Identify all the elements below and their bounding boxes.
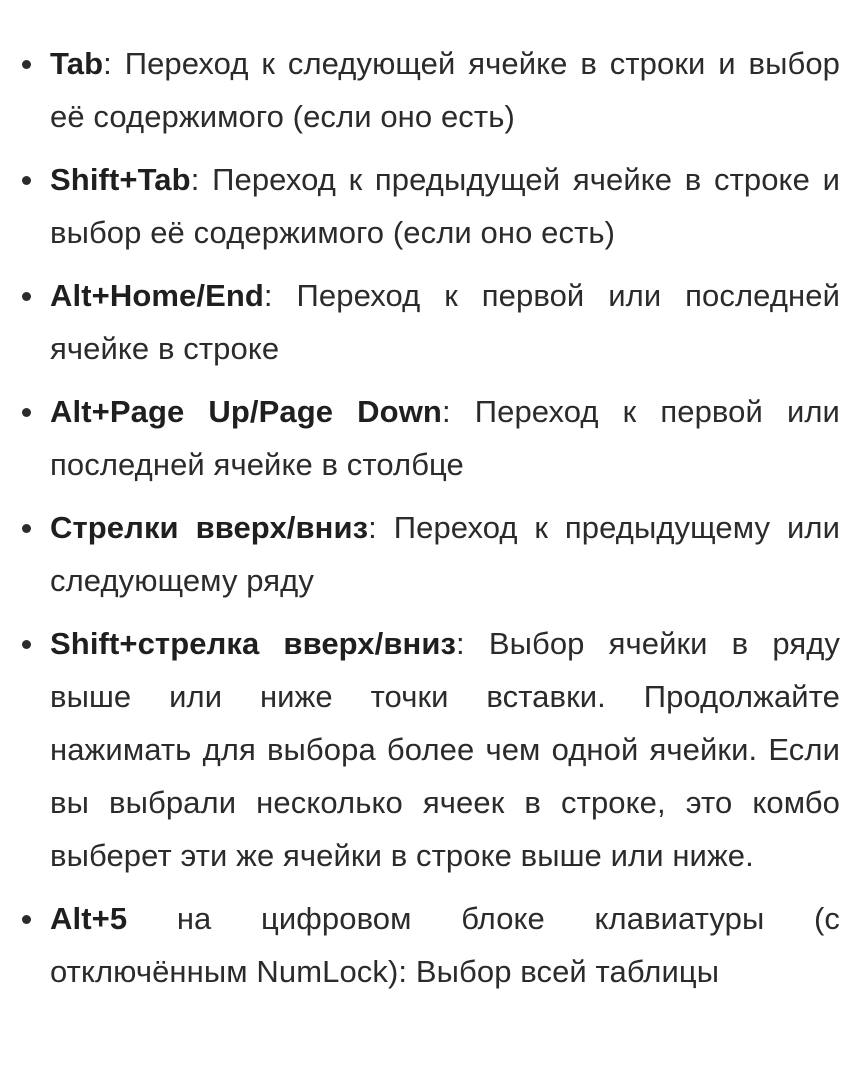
separator	[127, 901, 177, 936]
shortcut-description: на цифровом блоке клавиатуры (с отключённым NumLock): Выбор всей таблицы	[50, 901, 841, 989]
shortcut-description: Переход к предыдущей ячейке в строке и выбор её содержимого (если оно есть)	[50, 162, 840, 250]
shortcut-key: Стрелки вверх/вниз	[50, 510, 369, 545]
bullet-icon	[22, 524, 31, 533]
shortcut-item-alt-home-end	[0, 269, 858, 375]
separator: :	[190, 162, 213, 197]
shortcut-description: Переход к первой или последней ячейке в строке	[50, 278, 840, 366]
shortcut-key: Tab	[50, 46, 104, 81]
shortcut-key: Alt+5	[50, 901, 128, 936]
shortcut-key: Shift+Tab	[50, 162, 191, 197]
separator: :	[441, 394, 475, 429]
shortcut-description: Выбор ячейки в ряду выше или ниже точки вставки. Продолжайте нажимать для выбора более чем одной ячейки. Если вы выбрали несколько ячеек в строке, это комбо выберет эти же ячейки в строке выше или ниже.	[50, 626, 840, 873]
shortcut-key: Alt+Page Up/Page Down	[50, 394, 442, 429]
bullet-icon	[22, 408, 31, 417]
bullet-icon	[22, 176, 31, 185]
separator: :	[263, 278, 297, 313]
shortcut-item-shift-arrow	[0, 617, 858, 882]
bullet-icon	[22, 915, 31, 924]
separator: :	[456, 626, 489, 661]
shortcut-description: Переход к первой или последней ячейке в столбце	[50, 394, 840, 482]
shortcut-item-alt-page-up-down	[0, 385, 858, 491]
shortcut-description: Переход к следующей ячейке в строки и выбор её содержимого (если оно есть)	[50, 46, 840, 134]
shortcut-key: Shift+стрелка вверх/вниз	[50, 626, 456, 661]
bullet-icon	[22, 292, 31, 301]
separator: :	[368, 510, 394, 545]
shortcut-key: Alt+Home/End	[50, 278, 264, 313]
shortcut-item-alt-5	[0, 892, 858, 998]
separator: :	[103, 46, 125, 81]
bullet-icon	[22, 640, 31, 649]
shortcut-item-shift-tab	[0, 153, 858, 259]
shortcut-list	[0, 37, 858, 1008]
shortcut-item-tab	[0, 37, 858, 143]
bullet-icon	[22, 60, 31, 69]
shortcut-item-arrows-up-down	[0, 501, 858, 607]
shortcut-description: Переход к предыдущему или следующему ряду	[50, 510, 840, 598]
